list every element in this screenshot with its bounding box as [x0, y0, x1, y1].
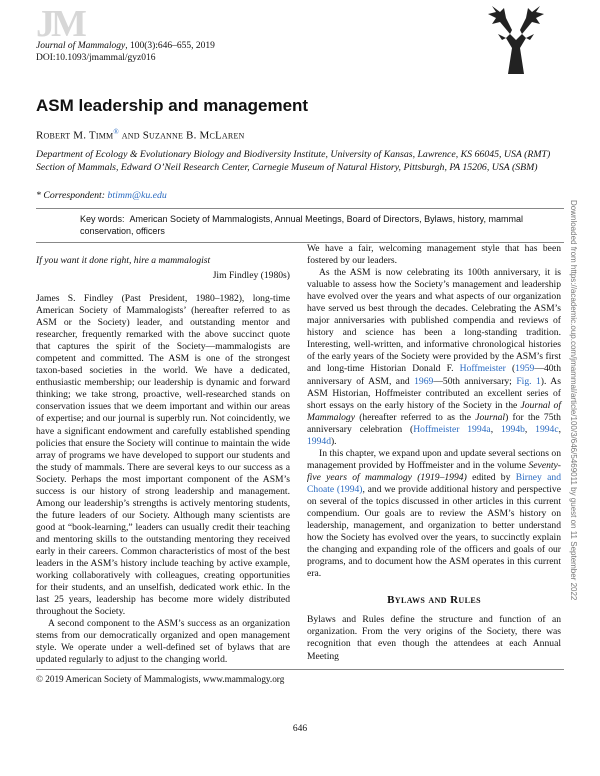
author-line [36, 128, 245, 142]
text-run: As the ASM is now celebrating its 100th anniversary, it is valuable to assess how the Society’s management and leadership have evolved over the years and what aspects of our organization have served us best through the decades. Celebrating the ASM’s major anniversaries with published compendia and reviews of history and science has been a long-standing tradition. Interesting, well-written, and informative chronological histories of the early years of the Society were provided by the ASM’s first and long-time Historian Donald F. [307, 267, 561, 375]
right-paragraph-1: We have a fair, welcoming management style that has been fostered by our leaders. [307, 243, 561, 267]
divider-footer [36, 669, 564, 670]
keywords [80, 214, 540, 237]
download-sidebar [566, 200, 580, 660]
left-paragraph-2: A second component to the ASM’s success as an organization stems from our democratically organized and open management style. We operate under a well-defined set of bylaws that are updated regularly to adjust to the changing world. [36, 618, 290, 666]
text-run: ). [330, 435, 337, 447]
ref-birney-link[interactable]: Birney and Choate (1994) [307, 471, 561, 495]
ref-1969-link[interactable]: 1969 [414, 375, 434, 387]
affiliation-1: Department of Ecology & Evolutionary Biology and Biodiversity Institute, University of Kansas, Lawrence, KS 66045, USA (RMT) [36, 149, 551, 160]
ref-1994b-link[interactable]: 1994b [500, 423, 525, 435]
ref-1994c-link[interactable]: 1994c [535, 423, 559, 435]
text-run: —40th anniversary of ASM, and [307, 363, 561, 387]
epigraph-attribution: Jim Findley (1980s) [212, 270, 290, 281]
keywords-label: Key words: [80, 214, 125, 224]
correspondent-label: * Correspondent: [36, 190, 108, 201]
text-run: In this chapter, we expand upon and update several sections on management provided by Hoffmeister and in the volume [307, 447, 561, 471]
correspondent-email-link[interactable]: btimm@ku.edu [107, 190, 167, 201]
stag-logo-icon [470, 4, 560, 76]
text-run: , and we provide additional history and perspective on several of the topics discussed in other articles in this current compendium. Our goals are to review the ASM’s history on leadership, management, and organization to better understand how the Society has evolved over the years, to succinctly explain the changing and expanding role of the officers and goals of our programs, and to document how the ASM operates in this current era. [307, 483, 561, 580]
ref-1994a-link[interactable]: Hoffmeister 1994a [413, 423, 491, 435]
book-title-italic: Seventy-five years of mammalogy (1919–1994) [307, 459, 561, 483]
affiliations [36, 149, 556, 174]
journal-citation [36, 40, 215, 64]
journal-logo: JM [36, 3, 83, 45]
text-run: ) for the 75th anniversary celebration ( [307, 411, 561, 435]
author-2: Suzanne B. McLaren [142, 129, 245, 142]
page-number: 646 [292, 724, 308, 734]
ref-1959-link[interactable]: 1959 [515, 363, 535, 375]
text-run: (hereafter referred to as the [354, 411, 476, 423]
author-1: Robert M. Timm [36, 129, 114, 142]
journal-short-italic: Journal [475, 411, 506, 423]
affiliation-2: Section of Mammals, Edward O’Neil Research Center, Carnegie Museum of Natural History, Pittsburgh, PA 15206, USA (SBM) [36, 161, 538, 173]
epigraph [36, 255, 290, 281]
right-paragraph-3 [307, 448, 561, 581]
right-column [307, 243, 561, 663]
divider-top [36, 208, 564, 209]
right-paragraph-4: Bylaws and Rules define the structure and function of an organization. From the very origins of the Society, there was recognition that even though the attendees at each Annual Meeting [307, 614, 561, 662]
fig-1-link[interactable]: Fig. 1 [516, 375, 541, 387]
doi[interactable]: DOI:10.1093/jmammal/gyz016 [36, 53, 156, 63]
article-title: ASM leadership and management [36, 96, 309, 115]
section-heading: Bylaws and Rules [387, 594, 481, 607]
left-column [36, 293, 290, 666]
author-joiner: and [118, 129, 143, 142]
journal-name: Journal of Mammalogy [36, 41, 126, 51]
journal-title-italic: Journal of Mammalogy [307, 399, 561, 423]
epigraph-quote: If you want it done right, hire a mammalogist [36, 255, 211, 266]
text-run: ). As ASM Historian, Hoffmeister contributed an excellent series of short essays on the early history of the Society in the [307, 375, 561, 411]
citation-details: , 100(3):646–655, 2019 [125, 41, 215, 51]
text-run: ( [505, 363, 516, 375]
copyright: © 2019 American Society of Mammalogists, www.mammalogy.org [36, 674, 285, 684]
correspondent [36, 190, 167, 201]
left-paragraph-1: James S. Findley (Past President, 1980–1982), long-time American Society of Mammalogists’ (hereafter referred to as ASM or the Society) leader, and outstanding mentor and researcher, frequently remarked with the above succinct quote that captures the spirit of the Society—mammalogists are competent and committed. The ASM is one of the strongest taxon-based societies in the world. We have a dedicated, enthusiastic membership; our leadership is dynamic and forward thinking; we take strong, proactive, well-researched stands on conservation issues that we deem important and within our areas of expertise; and our journal is superbly run. Not coincidently, we have a significant endowment and carefully established spending policies that ensure the Society will continue to maintain the wide array of programs we have developed to support our students and the study of mammals. There are several keys to our success as a Society. Perhaps the most important component of the ASM’s success is our history of strong leadership and management. Among our leadership’s strengths is actively mentoring students, the future leaders of our Society. Although many scientists are good at “book-learning,” leaders can usually credit their teaching and mentoring skills to the outstanding mentoring they received early in their careers. Common characteristics of most of the best leaders in the ASM’s history include teaching by active example, working collaboratively with colleagues, creating opportunities for their students, and an unselfish, dedicated work ethic. In the last 25 years, leadership has become more widely distributed throughout the Society. [36, 293, 290, 618]
keywords-text: American Society of Mammalogists, Annual Meetings, Board of Directors, Bylaws, history, mammal conservation, officers [80, 214, 524, 236]
orcid-icon[interactable]: ® [113, 128, 119, 136]
ref-1994d-link[interactable]: 1994d [307, 435, 331, 447]
text-run: edited by [466, 471, 516, 483]
ref-hoffmeister-link[interactable]: Hoffmeister [459, 363, 506, 375]
download-note[interactable]: Downloaded from https://academic.oup.com/jmammal/article/100/3/646/5469011 by guest on 11 September 2022 [569, 200, 578, 601]
right-paragraph-2: As the ASM is now celebrating its 100th anniversary, it is valuable to assess how the Society’s management and leadership have evolved over the years and what aspects of our organization have served us best through the decades. Celebrating the ASM’s major anniversaries with published compendia and reviews of history and science has been a long-standing tradition. Interesting, well-written, and informative chronological histories of the early years of the Society were provided by the ASM’s first and long-time Historian Donald F. Hoffmeister (1959—40th anniversary of ASM, and 1969—50th anniversary; Fig. 1). As ASM Historian, Hoffmeister contributed an excellent series of short essays on the early history of the Society in the Journal of Mammalogy (hereafter referred to as the Journal) for the 75th anniversary celebration (Hoffmeister 1994a, 1994b, 1994c, 1994d). [307, 267, 562, 447]
text-run: —50th anniversary; [433, 375, 517, 387]
